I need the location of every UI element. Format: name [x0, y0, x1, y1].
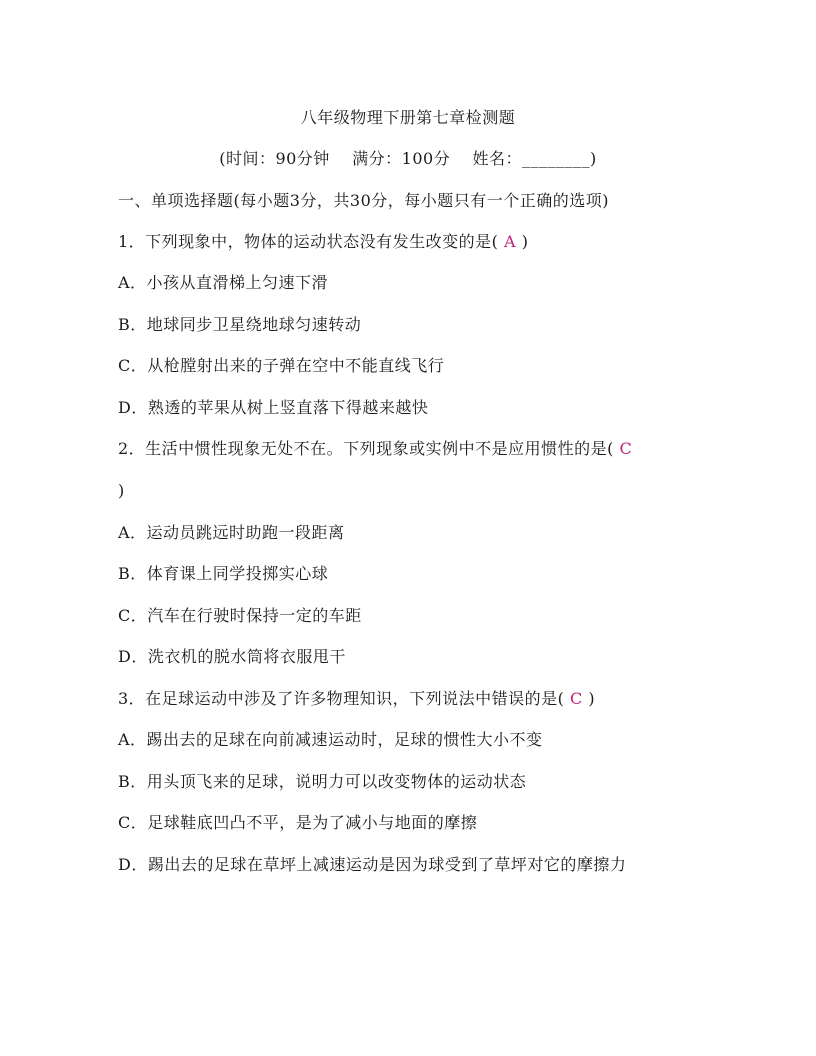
answer-label: A	[504, 232, 517, 251]
question-2-option-d: D．洗衣机的脱水筒将衣服甩干	[118, 647, 346, 666]
section-heading: 一、单项选择题(每小题3分，共30分，每小题只有一个正确的选项)	[118, 191, 610, 210]
question-2-stem	[118, 439, 632, 459]
exam-name-field: 姓名：________)	[472, 149, 597, 168]
question-3-option-c: C．足球鞋底凹凸不平，是为了减小与地面的摩擦	[118, 813, 478, 832]
question-2-option-c: C．汽车在行驶时保持一定的车距	[118, 606, 362, 625]
question-1-option-d: D．熟透的苹果从树上竖直落下得越来越快	[118, 398, 429, 417]
question-2-option-a: A．运动员跳远时助跑一段距离	[118, 523, 345, 542]
question-3-option-a: A．踢出去的足球在向前减速运动时，足球的惯性大小不变	[118, 730, 543, 749]
answer-label: C	[619, 439, 633, 458]
question-3-option-d: D．踢出去的足球在草坪上减速运动是因为球受到了草坪对它的摩擦力	[118, 855, 627, 874]
question-1-option-a: A．小孩从直滑梯上匀速下滑	[118, 273, 329, 292]
question-1-option-c: C．从枪膛射出来的子弹在空中不能直线飞行	[118, 356, 445, 375]
question-1-option-b: B．地球同步卫星绕地球匀速转动	[118, 315, 362, 334]
exam-time: (时间：90分钟	[219, 149, 330, 168]
question-2-close: )	[118, 481, 125, 500]
question-close: )	[588, 689, 596, 708]
question-text: 1．下列现象中，物体的运动状态没有发生改变的是(	[118, 232, 499, 251]
question-text: 3．在足球运动中涉及了许多物理知识，下列说法中错误的是(	[118, 689, 565, 708]
question-1-stem	[118, 232, 528, 252]
question-2-option-b: B．体育课上同学投掷实心球	[118, 564, 329, 583]
question-3-option-b: B．用头顶飞来的足球，说明力可以改变物体的运动状态	[118, 772, 527, 791]
question-3-stem	[118, 689, 595, 709]
exam-score: 满分：100分	[352, 149, 451, 168]
document-title: 八年级物理下册第七章检测题	[300, 108, 516, 127]
answer-label: C	[570, 689, 583, 708]
question-close: )	[521, 232, 529, 251]
exam-meta	[0, 149, 816, 169]
question-text: 2．生活中惯性现象无处不在。下列现象或实例中不是应用惯性的是(	[118, 439, 614, 458]
